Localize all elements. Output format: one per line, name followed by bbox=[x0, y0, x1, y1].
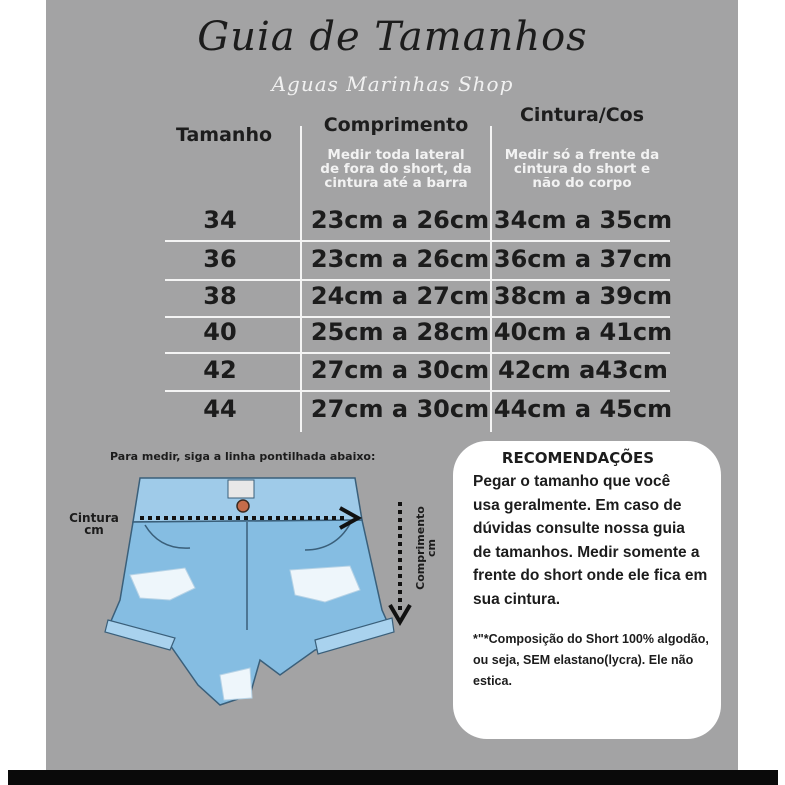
waist-cell: 38cm a 39cm bbox=[493, 282, 673, 310]
composition-note bbox=[473, 629, 721, 692]
recommendation-line: dúvidas consulte nossa guia bbox=[473, 520, 685, 537]
length-cell: 27cm a 30cm bbox=[310, 395, 490, 423]
length-cell: 27cm a 30cm bbox=[310, 356, 490, 384]
length-cell: 23cm a 26cm bbox=[310, 245, 490, 273]
length-cell: 24cm a 27cm bbox=[310, 282, 490, 310]
right-margin bbox=[738, 0, 778, 770]
table-row bbox=[165, 204, 673, 242]
column-header-length: Comprimento bbox=[323, 114, 469, 136]
denim-shorts-illustration bbox=[100, 470, 430, 715]
length-label-text bbox=[415, 503, 437, 593]
table-row bbox=[165, 354, 670, 392]
table-row bbox=[165, 316, 673, 354]
recommendation-line: sua cintura. bbox=[473, 590, 560, 608]
length-note bbox=[310, 148, 482, 190]
column-header-size: Tamanho bbox=[175, 124, 273, 146]
measure-instruction: Para medir, siga a linha pontilhada abaixo: bbox=[110, 450, 376, 463]
waist-note-line: Medir só a frente da bbox=[504, 147, 660, 163]
length-note-line: de fora do short, da bbox=[320, 161, 472, 177]
waist-label-line: Cintura bbox=[69, 511, 119, 525]
length-note-line: cintura até a barra bbox=[324, 175, 468, 191]
composition-line: *"*Composição do Short 100% algodão, bbox=[473, 632, 709, 646]
recommendation-line: Pegar o tamanho que você bbox=[473, 473, 671, 490]
column-header-waist: Cintura/Cos bbox=[519, 104, 645, 126]
size-cell: 38 bbox=[203, 282, 237, 310]
waist-note bbox=[492, 148, 672, 190]
size-cell: 44 bbox=[203, 395, 237, 423]
length-cell: 25cm a 28cm bbox=[310, 318, 490, 346]
composition-line: estica. bbox=[473, 674, 512, 688]
size-cell: 40 bbox=[203, 318, 237, 346]
length-note-line: Medir toda lateral bbox=[327, 147, 465, 163]
size-cell: 42 bbox=[203, 356, 237, 384]
table-row bbox=[165, 393, 673, 429]
waist-cell: 44cm a 45cm bbox=[493, 395, 673, 423]
size-cell: 36 bbox=[203, 245, 237, 273]
recommendation-line: usa geralmente. Em caso de bbox=[473, 496, 682, 514]
waist-cell: 42cm a43cm bbox=[498, 356, 668, 384]
recommendations-body bbox=[473, 470, 718, 611]
waist-note-line: cintura do short e bbox=[513, 161, 651, 177]
length-label-line: Comprimento bbox=[414, 506, 427, 590]
recommendation-line: de tamanhos. Medir somente a bbox=[473, 543, 700, 561]
shop-name: Aguas Marinhas Shop bbox=[271, 72, 514, 96]
waist-cell: 34cm a 35cm bbox=[493, 206, 673, 234]
waist-cell: 40cm a 41cm bbox=[493, 318, 673, 346]
waist-label-line: cm bbox=[84, 523, 104, 537]
bottom-bar bbox=[8, 770, 778, 785]
waist-cell: 36cm a 37cm bbox=[493, 245, 673, 273]
length-cell: 23cm a 26cm bbox=[310, 206, 490, 234]
recommendations-card bbox=[453, 441, 721, 739]
size-cell: 34 bbox=[203, 206, 237, 234]
recommendations-title: RECOMENDAÇÕES bbox=[501, 449, 655, 467]
waist-note-line: não do corpo bbox=[532, 175, 632, 191]
length-label-line: cm bbox=[425, 539, 438, 557]
length-label bbox=[414, 500, 438, 590]
table-row bbox=[165, 280, 673, 318]
recommendation-line: frente do short onde ele fica em bbox=[473, 567, 708, 584]
page-title: Guia de Tamanhos bbox=[197, 14, 588, 60]
composition-line: ou seja, SEM elastano(lycra). Ele não bbox=[473, 653, 694, 667]
table-row bbox=[165, 243, 673, 281]
